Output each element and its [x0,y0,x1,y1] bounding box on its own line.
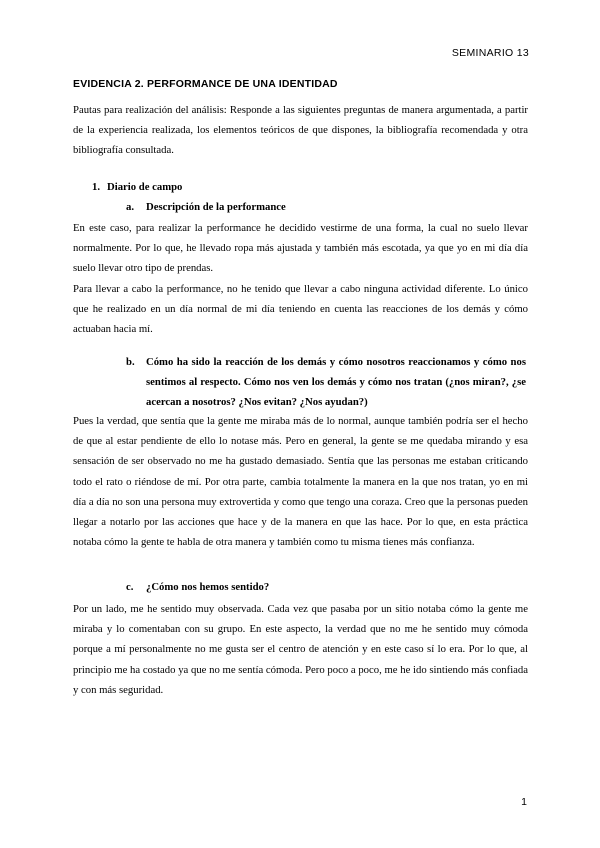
subsection-b-heading [126,352,528,412]
section-1-heading [92,181,182,193]
intro-paragraph: Pautas para realización del análisis: Responde a las siguientes preguntas de manera argumentada, a partir de la experiencia realizada, los elementos teóricos de que dispones, la bibliografía recomendada y otra bibliografía consultada. [73,104,528,157]
section-1-number: 1. [92,181,101,193]
subsection-a-paragraph-1: En este caso, para realizar la performance he decidido vestirme de una forma, la cual no suelo llevar normalmente. Por lo que, he llevado ropa más ajustada y también más escotada, ya que yo en mi día día suelo llevar otro tipo de prendas. [73,222,528,275]
subsection-a-letter: a. [126,201,135,213]
subsection-c-heading [126,581,269,593]
running-header: SEMINARIO 13 [451,47,529,59]
subsection-c-title: ¿Cómo nos hemos sentido? [146,581,270,593]
subsection-a-heading [126,201,286,213]
page-number: 1 [521,796,527,808]
section-1-title: Diario de campo [107,181,183,193]
subsection-b-letter: b. [126,356,135,368]
subsection-a-paragraph-2: Para llevar a cabo la performance, no he tenido que llevar a cabo ninguna actividad diferente. Lo único que he realizado en un día normal de mi día teniendo en cuenta las reacciones de los demás y cómo actuaban hacia mí. [73,282,528,336]
subsection-c-letter: c. [126,581,134,593]
subsection-a-body [73,218,528,339]
document-title: EVIDENCIA 2. PERFORMANCE DE UNA IDENTIDAD [73,78,338,90]
subsection-c-paragraph: Por un lado, me he sentido muy observada. Cada vez que pasaba por un sitio notaba cómo la gente me miraba y lo comentaban con su grupo. En este aspecto, la verdad que no me he sentido muy cómoda porque a mí personalmente no me gusta ser el centro de atención y en este caso sí lo era. Por lo que, al principio me ha costado ya que no me sentía cómoda. Pero poco a poco, me he ido sintiendo más confiada y con más seguridad. [73,603,528,696]
subsection-b-paragraph: Pues la verdad, que sentía que la gente me miraba más de lo normal, aunque también podría ser el hecho de que al estar pendiente de ello lo notase más. Pero en general, la gente se me quedaba mirando y esa sensación de ser observado no me ha gustado demasiado. Sentía que las personas me estaban criticando todo el rato o riéndose de mí. Por otra parte, cambia totalmente la manera en la que nos tratan, yo en mi día a día no son una persona muy extrovertida y como que tengo una coraza. Creo que la personas pueden llegar a notarlo por las acciones que hace y de la manera en que las hace. Por lo que, en esta práctica notaba cómo la gente te habla de otra manera y también como tu misma tienes más confianza. [73,415,528,549]
subsection-b-title: Cómo ha sido la reacción de los demás y cómo nosotros reaccionamos y cómo nos sentimos al respecto. Cómo nos ven los demás y cómo nos tratan (¿nos miran?, ¿se acercan a nosotros? ¿Nos evitan? ¿Nos ayudan?) [146,356,526,408]
subsection-a-title: Descripción de la performance [146,201,286,213]
